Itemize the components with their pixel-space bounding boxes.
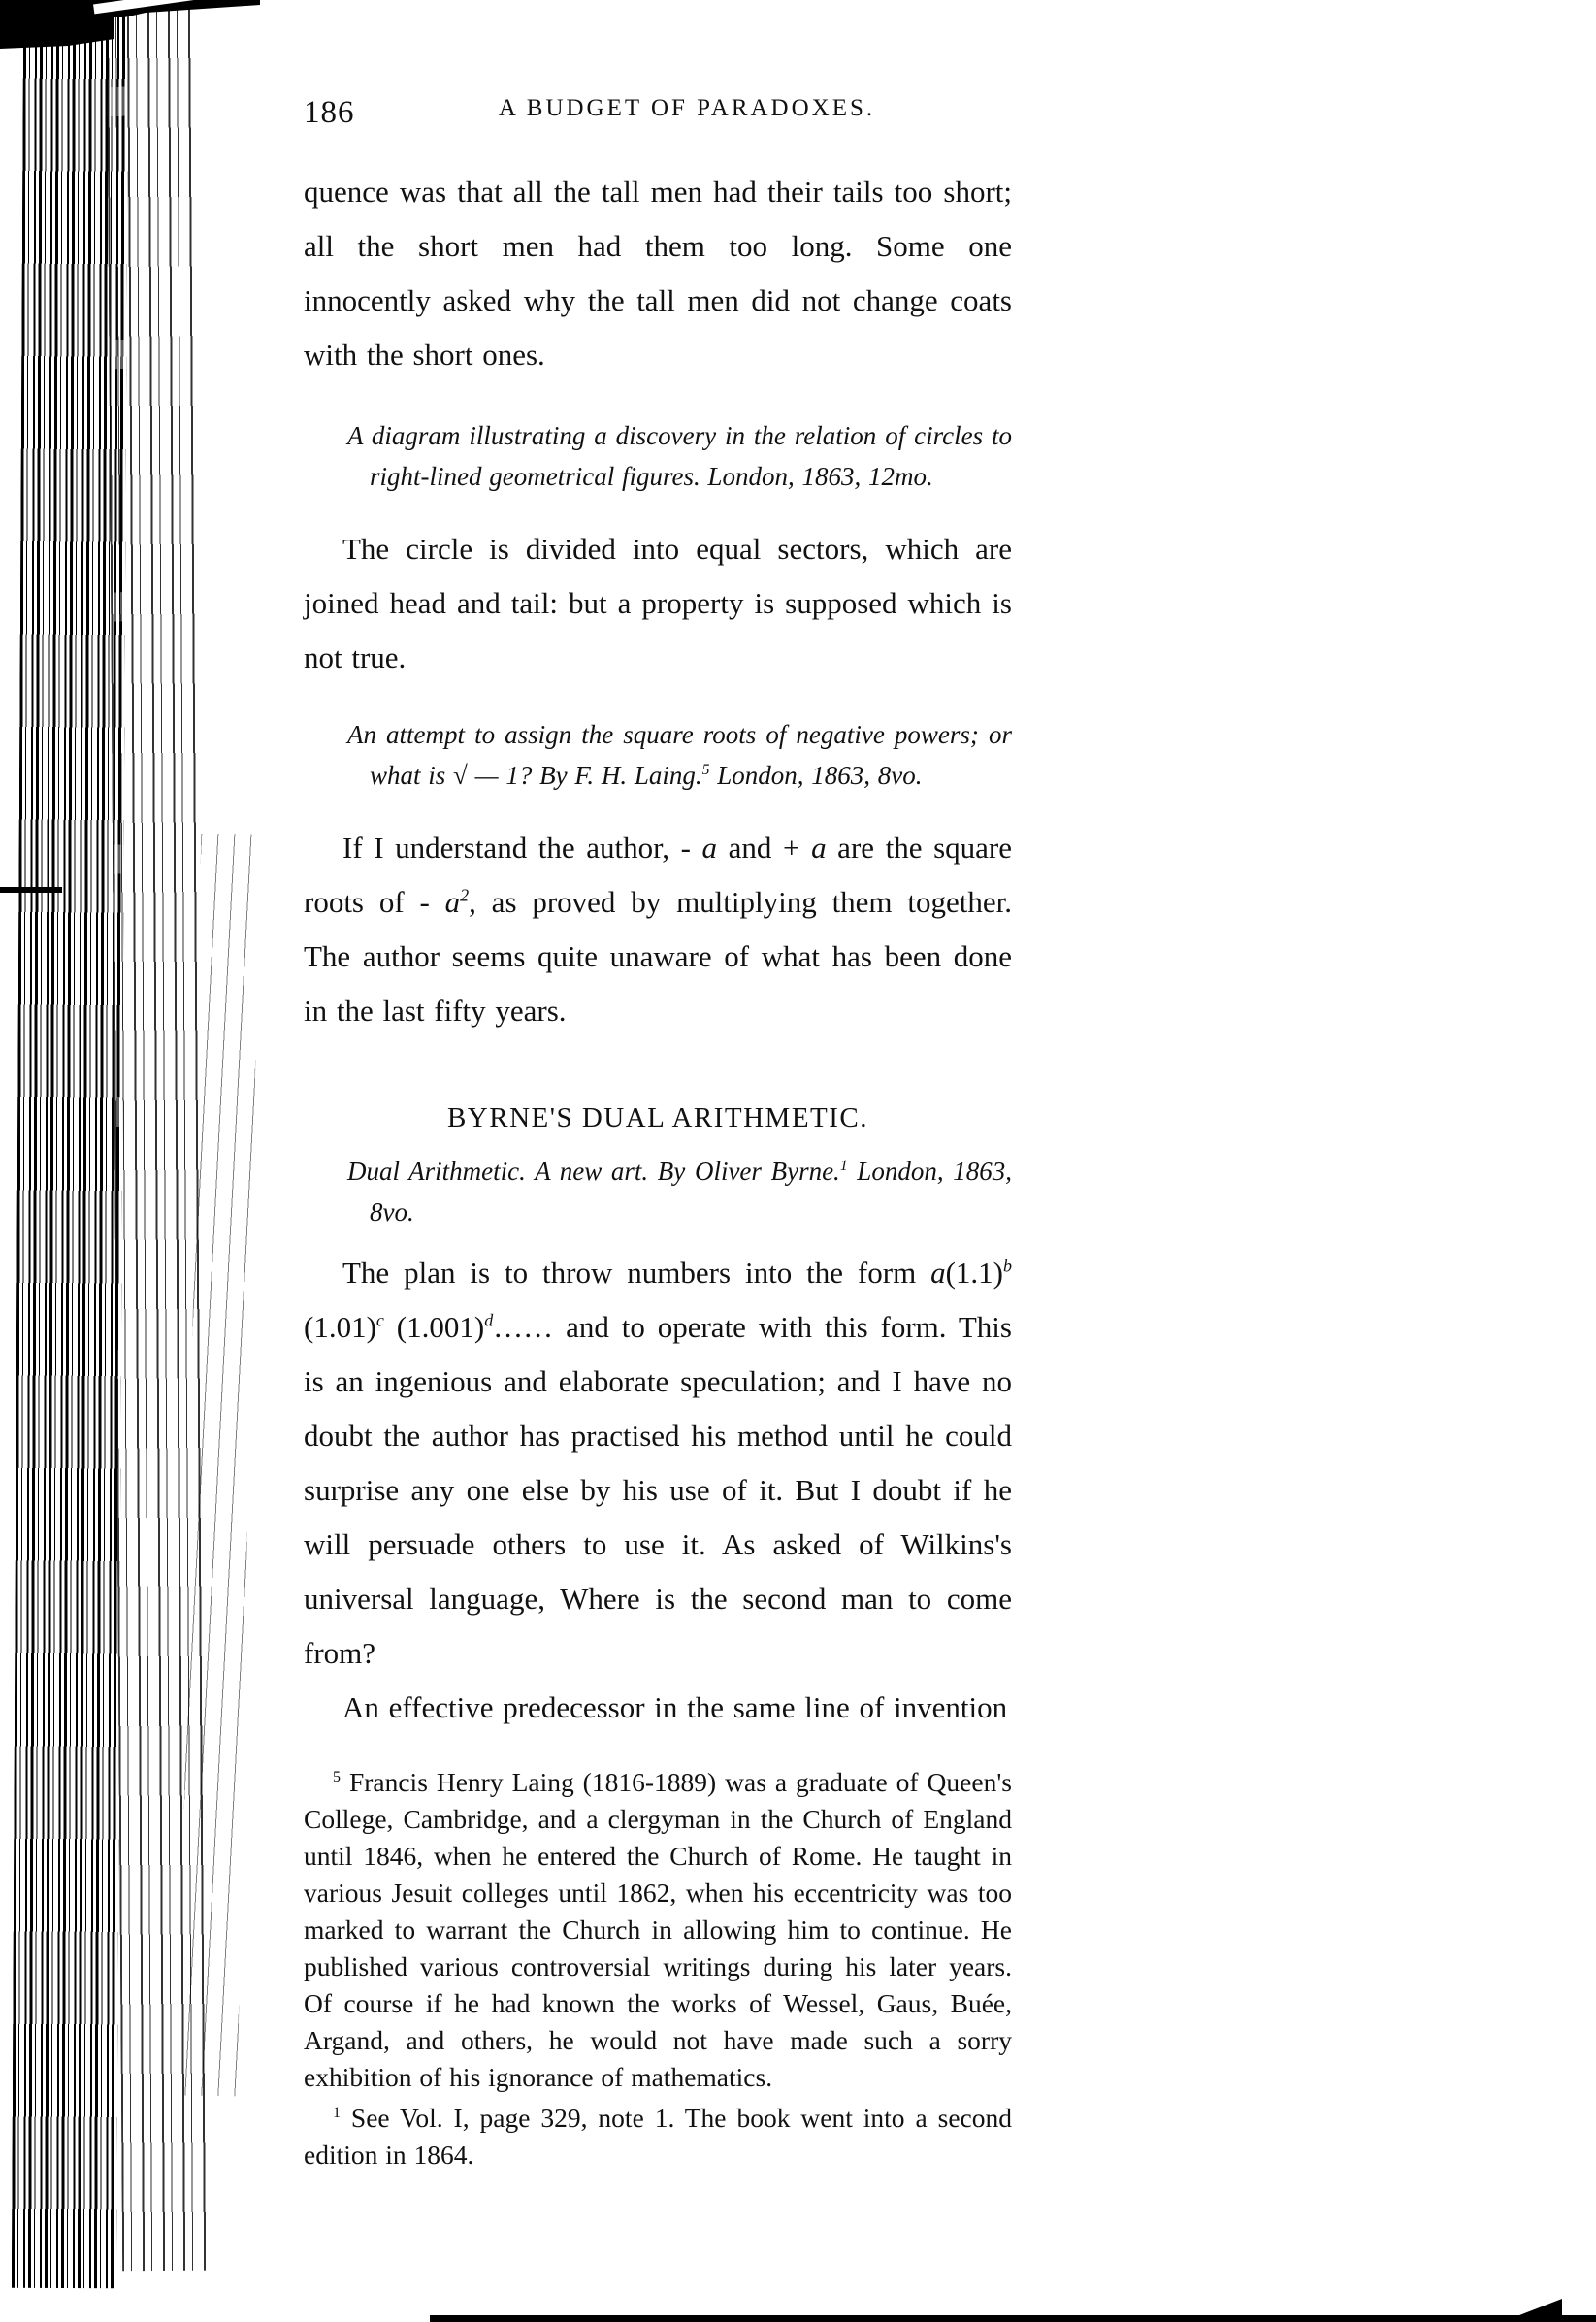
- paragraph-coats-continuation: quence was that all the tall men had their tails too short; all the short men had them too long. Some one innocently asked why the tall men did not change coats with the short ones.: [304, 175, 1012, 372]
- section-heading: BYRNE'S DUAL ARITHMETIC.: [446, 1102, 869, 1133]
- scan-margin-dash-artifact: [0, 887, 62, 893]
- variable-a: a: [444, 885, 461, 919]
- paragraph-effective-predecessor: An effective predecessor in the same line of invention: [342, 1690, 1008, 1724]
- text-segment: are the square roots of -: [304, 831, 1013, 919]
- variable-a: a: [930, 1256, 946, 1290]
- paragraph-the-plan: [304, 1246, 1012, 1681]
- text-segment: Francis Henry Laing (1816-1889) was a graduate of Queen's College, Cambridge, and a clergyman in the Church of England until 1846, when he entered the Church of Rome. He taught in various Jesuit colleges until 1862, when his eccentricity was too marked to warrant the Church in allowing him to continue. He published various controversial writings during his later years. Of course if he had known the works of Wessel, Gaus, Buée, Argand, and others, he would not have made such a sorry exhibition of his ignorance of mathematics.: [304, 1767, 1012, 2092]
- footnote-1-see-vol: [304, 2100, 1012, 2174]
- footnote-number-5: 5: [333, 1768, 341, 1785]
- text-segment: and +: [717, 831, 812, 865]
- exponent-d: d: [484, 1310, 494, 1330]
- citation-diagram-circles: A diagram illustrating a discovery in the relation of circles to right-lined geometrical figures. London, 1863, 12mo.: [347, 421, 1012, 491]
- footnote-marker-5: 5: [701, 762, 710, 778]
- text-segment: Dual Arithmetic. A new art. By Oliver Byrne.: [347, 1157, 840, 1186]
- exponent-2: 2: [460, 885, 470, 905]
- variable-a: a: [701, 831, 718, 865]
- text-column: [304, 95, 1012, 2174]
- variable-a: a: [811, 831, 827, 865]
- text-segment: London, 1863, 8vo.: [370, 1157, 1012, 1226]
- citation-square-roots-laing: [304, 714, 1012, 796]
- citation-dual-arithmetic-byrne: [304, 1151, 1012, 1232]
- paragraph-if-i-understand: [304, 821, 1012, 1038]
- text-segment: See Vol. I, page 329, note 1. The book went into a second edition in 1864.: [304, 2103, 1012, 2170]
- page-header: [304, 95, 1012, 138]
- exponent-b: b: [1003, 1256, 1012, 1276]
- text-segment: (1.001): [383, 1310, 485, 1344]
- footnote-5-laing: [304, 1764, 1012, 2096]
- page-number: 186: [304, 95, 355, 130]
- footnote-number-1: 1: [333, 2104, 341, 2121]
- text-segment: (1.1): [945, 1256, 1004, 1290]
- text-segment: , as proved by multiplying them together. The author seems quite unaware of what has been done in the last fifty years.: [304, 885, 1012, 1028]
- text-segment: If I understand the author, -: [342, 831, 702, 865]
- text-segment: An attempt to assign the square roots of negative powers; or what is √ — 1? By F. H. Laing.: [347, 720, 1012, 790]
- footnote-marker-1: 1: [839, 1158, 848, 1174]
- scan-bottom-bar-artifact: [430, 2315, 1596, 2322]
- text-segment: The plan is to throw numbers into the form: [342, 1256, 931, 1290]
- paragraph-circle-sectors: The circle is divided into equal sectors, which are joined head and tail: but a property is supposed which is not true.: [304, 532, 1012, 674]
- exponent-c: c: [375, 1310, 384, 1330]
- text-segment: London, 1863, 8vo.: [709, 761, 923, 790]
- text-segment: …… and to operate with this form. This is an ingenious and elaborate speculation; and I have no doubt the author has practised his method until he could surprise any one else by his use of it. But I doubt if he will persuade others to use it. As asked of Wilkins's universal language, Where is the second man to come from?: [304, 1310, 1012, 1670]
- text-segment: (1.01): [304, 1310, 376, 1344]
- running-title: A BUDGET OF PARADOXES.: [498, 95, 876, 121]
